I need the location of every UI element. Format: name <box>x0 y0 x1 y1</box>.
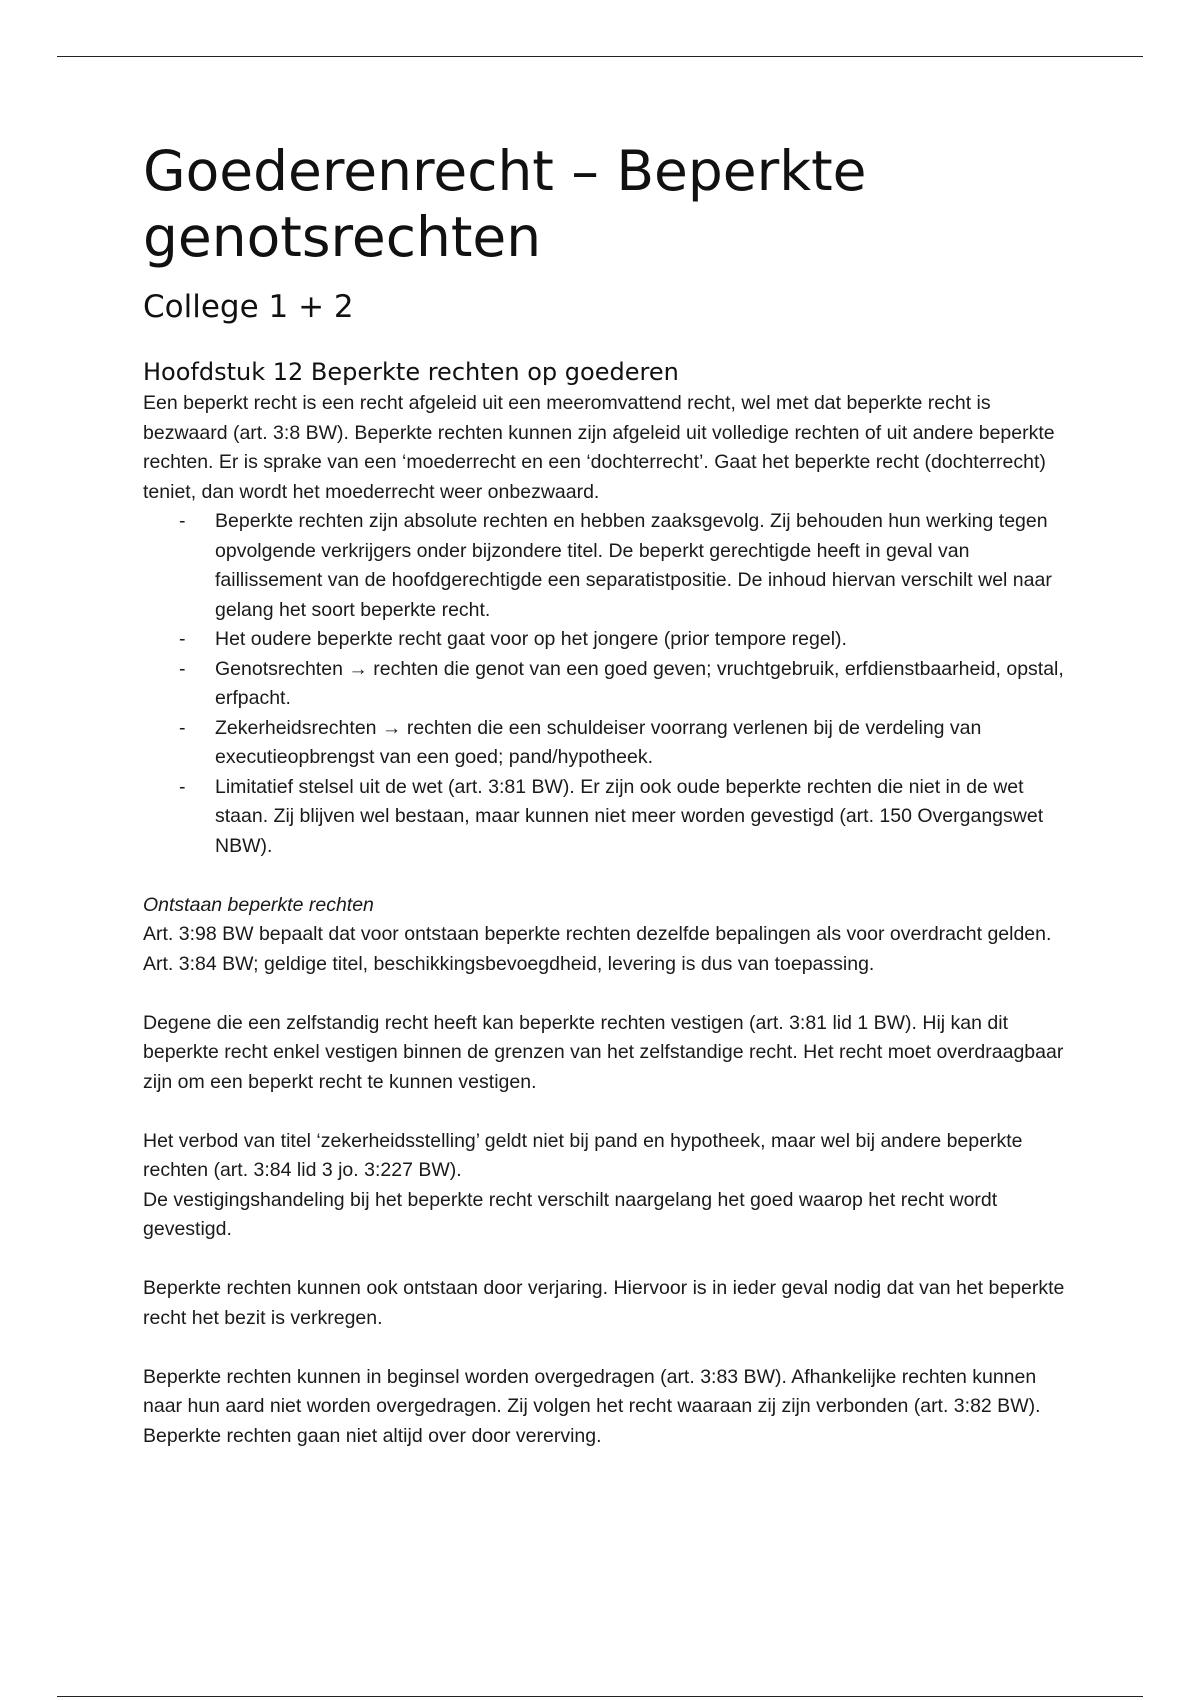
bottom-rule <box>57 1696 1143 1697</box>
list-item <box>179 507 1073 625</box>
list-item <box>179 714 1073 773</box>
top-rule <box>57 56 1143 57</box>
bullet-dash: - <box>179 657 186 680</box>
document-subtitle: College 1 + 2 <box>143 289 354 325</box>
bullet-dash: - <box>179 775 186 798</box>
list-item-text: Zekerheidsrechten → rechten die een schuldeiser voorrang verlenen bij de verdeling van executieopbrengst van een goed; pand/hypotheek. <box>215 716 982 768</box>
list-item-text: Limitatief stelsel uit de wet (art. 3:81 BW). Er zijn ook oude beperkte rechten die niet in de wet staan. Zij blijven wel bestaan, maar kunnen niet meer worden gevestigd (art. 150 Overgangswet NBW). <box>215 775 1044 857</box>
section-paragraph-1: Art. 3:98 BW bepaalt dat voor ontstaan beperkte rechten dezelfde bepalingen als voor overdracht gelden. Art. 3:84 BW; geldige titel, beschikkingsbevoegdheid, levering is dus van toepassing. <box>143 923 1052 975</box>
section-paragraph-5: Beperkte rechten kunnen ook ontstaan door verjaring. Hiervoor is in ieder geval nodig dat van het beperkte recht het bezit is verkregen. <box>143 1277 1065 1329</box>
chapter-heading: Hoofdstuk 12 Beperkte rechten op goederen <box>143 358 679 386</box>
list-item-text: Genotsrechten → rechten die genot van een goed geven; vruchtgebruik, erfdienstbaarheid, opstal, erfpacht. <box>215 657 1064 709</box>
list-item-text: Beperkte rechten zijn absolute rechten en hebben zaaksgevolg. Zij behouden hun werking tegen opvolgende verkrijgers onder bijzondere titel. De beperkt gerechtigde heeft in geval van faillissement van de hoofdgerechtigde een separatistpositie. De inhoud hiervan verschilt wel naar gelang het soort beperkte recht. <box>215 510 1052 621</box>
section-paragraph-2: Degene die een zelfstandig recht heeft kan beperkte rechten vestigen (art. 3:81 lid 1 BW). Hij kan dit beperkte recht enkel vestigen binnen de grenzen van het zelfstandige recht. Het recht moet overdraagbaar zijn om een beperkt recht te kunnen vestigen. <box>143 1011 1064 1093</box>
list-item-text: Het oudere beperkte recht gaat voor op het jongere (prior tempore regel). <box>215 628 847 650</box>
bullet-list <box>143 507 1073 861</box>
bullet-dash: - <box>179 510 186 532</box>
list-item <box>179 625 1073 655</box>
intro-paragraph: Een beperkt recht is een recht afgeleid uit een meeromvattend recht, wel met dat beperkte recht is bezwaard (art. 3:8 BW). Beperkte rechten kunnen zijn afgeleid uit volledige rechten of uit andere beperkte rechten. Er is sprake van een ‘moederrecht en een ‘dochterrecht’. Gaat het beperkte recht (dochterrecht) teniet, dan wordt het moederrecht weer onbezwaard. <box>143 392 1055 503</box>
list-item <box>179 655 1073 714</box>
section-title: Ontstaan beperkte rechten <box>143 893 374 916</box>
list-item <box>179 773 1073 862</box>
section-paragraph-4: De vestigingshandeling bij het beperkte recht verschilt naargelang het goed waarop het recht wordt gevestigd. <box>143 1188 998 1240</box>
bullet-dash: - <box>179 628 186 650</box>
section-paragraph-3: Het verbod van titel ‘zekerheidsstelling’ geldt niet bij pand en hypotheek, maar wel bij andere beperkte rechten (art. 3:84 lid 3 jo. 3:227 BW). <box>143 1129 1023 1181</box>
section-paragraph-6: Beperkte rechten kunnen in beginsel worden overgedragen (art. 3:83 BW). Afhankelijke rechten kunnen naar hun aard niet worden overgedragen. Zij volgen het recht waaraan zij zijn verbonden (art. 3:82 BW). Beperkte rechten gaan niet altijd over door vererving. <box>143 1365 1041 1447</box>
document-title: Goederenrecht – Beperkte genotsrechten <box>143 139 867 269</box>
bullet-dash: - <box>179 716 186 739</box>
document-body <box>143 138 1073 1451</box>
